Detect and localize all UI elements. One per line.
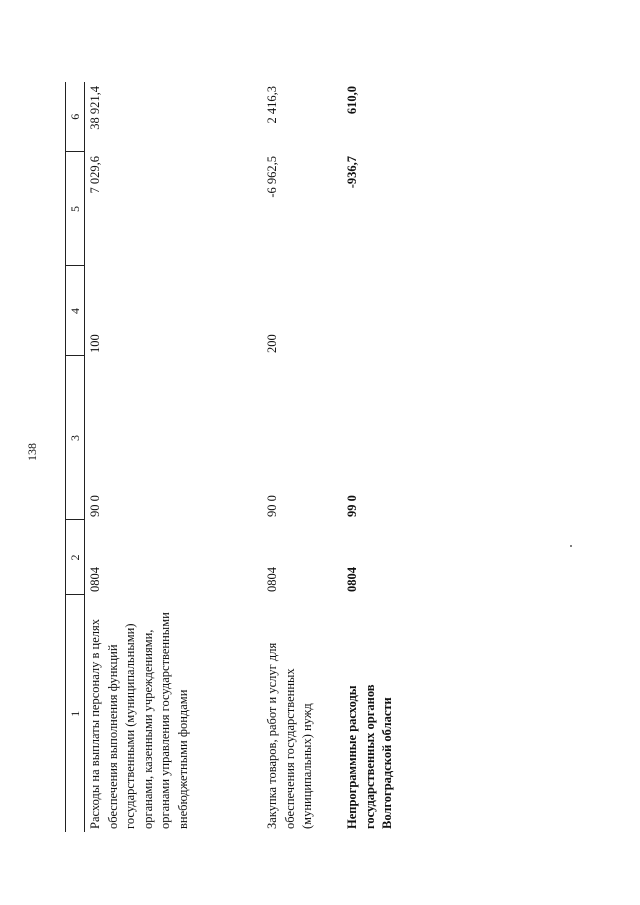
header-cell-4: 4 xyxy=(66,266,85,356)
table-row xyxy=(342,82,416,832)
header-cell-1: 1 xyxy=(66,595,85,832)
row-amount-change: -936,7 xyxy=(345,156,359,189)
page-number xyxy=(22,437,42,467)
row-section-code: 0804 xyxy=(345,567,359,592)
header-cell-5: 5 xyxy=(66,152,85,266)
row-expense-type: 100 xyxy=(88,334,102,353)
row-expense-type: 200 xyxy=(265,334,279,353)
header-cell-2: 2 xyxy=(66,520,85,595)
row-amount-total: 38 921,4 xyxy=(88,86,102,130)
scan-speck xyxy=(570,545,572,547)
row-name: Непрограммные расходы государственных органов Волгоградской области xyxy=(345,684,394,829)
row-target-code: 99 0 xyxy=(345,495,359,517)
header-row xyxy=(66,82,85,832)
row-amount-total: 2 416,3 xyxy=(265,86,279,124)
row-target-code: 90 0 xyxy=(88,495,102,517)
row-section-code: 0804 xyxy=(88,567,102,592)
budget-table-container xyxy=(65,82,410,832)
row-name: Закупка товаров, работ и услуг для обеспечения государственных (муниципальных) нужд xyxy=(265,642,314,829)
row-amount-change: 7 029,6 xyxy=(88,156,102,194)
budget-table xyxy=(65,82,416,832)
header-cell-3: 3 xyxy=(66,356,85,520)
row-amount-change: -6 962,5 xyxy=(265,156,279,198)
row-name: Расходы на выплаты персоналу в целях обеспечения выполнения функций государственными (муниципальными) органами, казенными учреждениями, органами управления государственными внебюджетными фондами xyxy=(88,612,190,829)
row-target-code: 90 0 xyxy=(265,495,279,517)
row-amount-total: 610,0 xyxy=(345,86,359,115)
table-row xyxy=(85,82,263,832)
header-cell-6: 6 xyxy=(66,82,85,152)
page-number-text: 138 xyxy=(25,443,39,461)
rotated-table xyxy=(65,82,410,832)
table-row xyxy=(262,82,342,832)
row-section-code: 0804 xyxy=(265,567,279,592)
row-expense-type xyxy=(342,266,416,356)
